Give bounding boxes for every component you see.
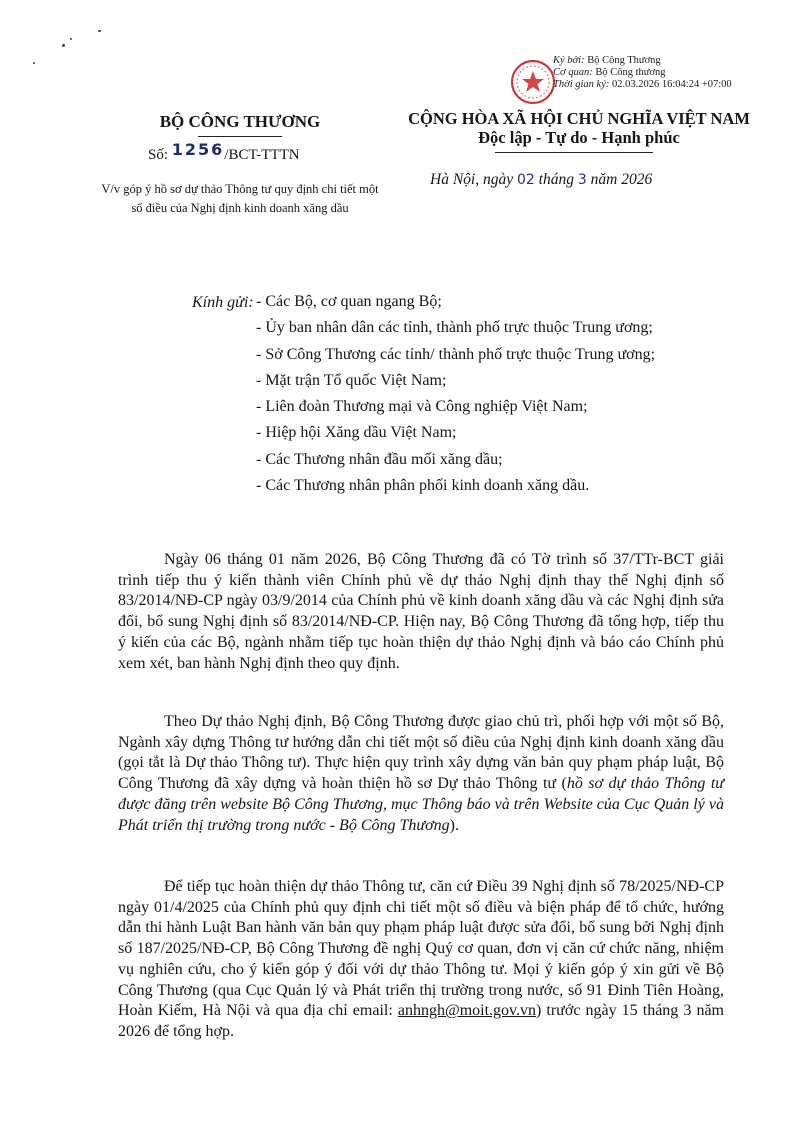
org-row [553,67,732,79]
list-item: - Hiệp hội Xăng dầu Việt Nam; [256,424,457,442]
year-label: năm 2026 [590,171,653,188]
body-paragraph-2 [118,712,724,836]
org-value: Bộ Công thương [595,67,666,78]
signer-row [553,55,732,67]
month-label: tháng [538,171,574,188]
recipients-label: Kính gửi: [192,294,254,311]
list-item: - Các Bộ, cơ quan ngang Bộ; [256,293,442,310]
red-seal-icon [509,58,557,106]
country-name: CỘNG HÒA XÃ HỘI CHỦ NGHĨA VIỆT NAM [408,109,750,128]
body-paragraph-1 [118,550,724,674]
handwritten-number: 1256 [171,140,225,159]
signer-label: Ký bởi: [553,55,585,66]
place-prefix: Hà Nội, ngày [430,171,514,188]
time-label: Thời gian ký: [553,79,610,90]
list-item: - Các Thương nhân đầu mối xăng dầu; [256,450,503,468]
paragraph-2-italic: hồ sơ dự thảo Thông tư được đăng trên website Bộ Công Thương, mục Thông báo và trên Website của Cục Quản lý và Phát triển thị trường trong nước - Bộ Công Thương [118,775,725,834]
scan-speck [70,38,72,40]
list-item: - Sở Công Thương các tỉnh/ thành phố trực thuộc Trung ương; [256,345,656,363]
number-prefix: Số: [148,147,169,163]
agency-underline [198,136,282,137]
subject-line: V/v góp ý hồ sơ dự thảo Thông tư quy định chi tiết một số điều của Nghị định kinh doanh xăng dầu [101,182,379,215]
motto-underline [495,152,653,153]
time-value: 02.03.2026 16:04:24 +07:00 [611,79,732,90]
signer-value: Bộ Công Thương [587,55,661,66]
paragraph-3-end: ) trước ngày 15 tháng 3 năm 2026 để tổng hợp. [118,1002,725,1040]
recipient-list [256,294,655,504]
list-item: - Mặt trận Tổ quốc Việt Nam; [256,371,447,389]
paragraph-3-text: Để tiếp tục hoàn thiện dự thảo Thông tư, căn cứ Điều 39 Nghị định số 78/2025/NĐ-CP ngày 01/4/2025 của Chính phủ quy định chi tiết một số điều và biện pháp để tổ chức, hướng dẫn thi hành Luật Ban hành văn bản quy phạm pháp luật được sửa đổi, bổ sung bởi Nghị định số 187/2025/NĐ-CP, Bộ Công Thương đề nghị Quý cơ quan, đơn vị căn cứ chức năng, nhiệm vụ nghiên cứu, cho ý kiến góp ý đối với dự thảo Thông tư. Mọi ý kiến góp ý xin gửi về Bộ Công Thương (qua Cục Quản lý và Phát triển thị trường trong nước, số 91 Đinh Tiên Hoàng, Hoàn Kiếm, Hà Nội và qua địa chỉ email: [118,878,724,1020]
document-number [148,140,300,164]
place-and-date [430,171,652,189]
issuing-agency: BỘ CÔNG THƯƠNG [159,112,321,131]
digital-signature-info [553,55,732,91]
scan-speck [62,44,65,47]
body-paragraph-3 [118,877,724,1043]
list-item: - Ủy ban nhân dân các tỉnh, thành phố trực thuộc Trung ương; [256,319,653,337]
paragraph-1-text: Ngày 06 tháng 01 năm 2026, Bộ Công Thương đã có Tờ trình số 37/TTr-BCT giải trình tiếp thu ý kiến thành viên Chính phủ về dự thảo Nghị định thay thế Nghị định số 83/2014/NĐ-CP ngày 03/9/2014 của Chính phủ về kinh doanh xăng dầu và các Nghị định sửa đổi, bổ sung Nghị định số 83/2014/NĐ-CP. Hiện nay, Bộ Công Thương đã tổng hợp, tiếp thu ý kiến của các Bộ, ngành nhằm tiếp tục hoàn thiện dự thảo Nghị định và báo cáo Chính phủ xem xét, ban hành Nghị định theo quy định. [118,551,724,672]
paragraph-2-text: Theo Dự thảo Nghị định, Bộ Công Thương được giao chủ trì, phối hợp với một số Bộ, Ngành xây dựng Thông tư hướng dẫn chi tiết một số điều của Nghị định kinh doanh xăng dầu (gọi tắt là Dự thảo Thông tư). Thực hiện quy trình xây dựng văn bản quy phạm pháp luật, Bộ Công Thương đã xây dựng và hoàn thiện hồ sơ Dự thảo Thông tư ( [118,713,724,793]
scan-speck [33,62,35,64]
handwritten-day: 02 [516,172,535,188]
paragraph-2-end: ). [449,816,459,834]
scan-speck [98,30,101,32]
org-label: Cơ quan: [553,67,593,78]
list-item: - Các Thương nhân phân phối kinh doanh xăng dầu. [256,477,590,495]
email-link[interactable]: anhngh@moit.gov.vn [397,1002,536,1020]
list-item: - Liên đoàn Thương mại và Công nghiệp Việt Nam; [256,398,588,416]
time-row [553,79,732,91]
national-motto: Độc lập - Tự do - Hạnh phúc [478,128,680,147]
number-suffix: /BCT-TTTN [224,147,300,163]
handwritten-month: 3 [577,172,587,188]
